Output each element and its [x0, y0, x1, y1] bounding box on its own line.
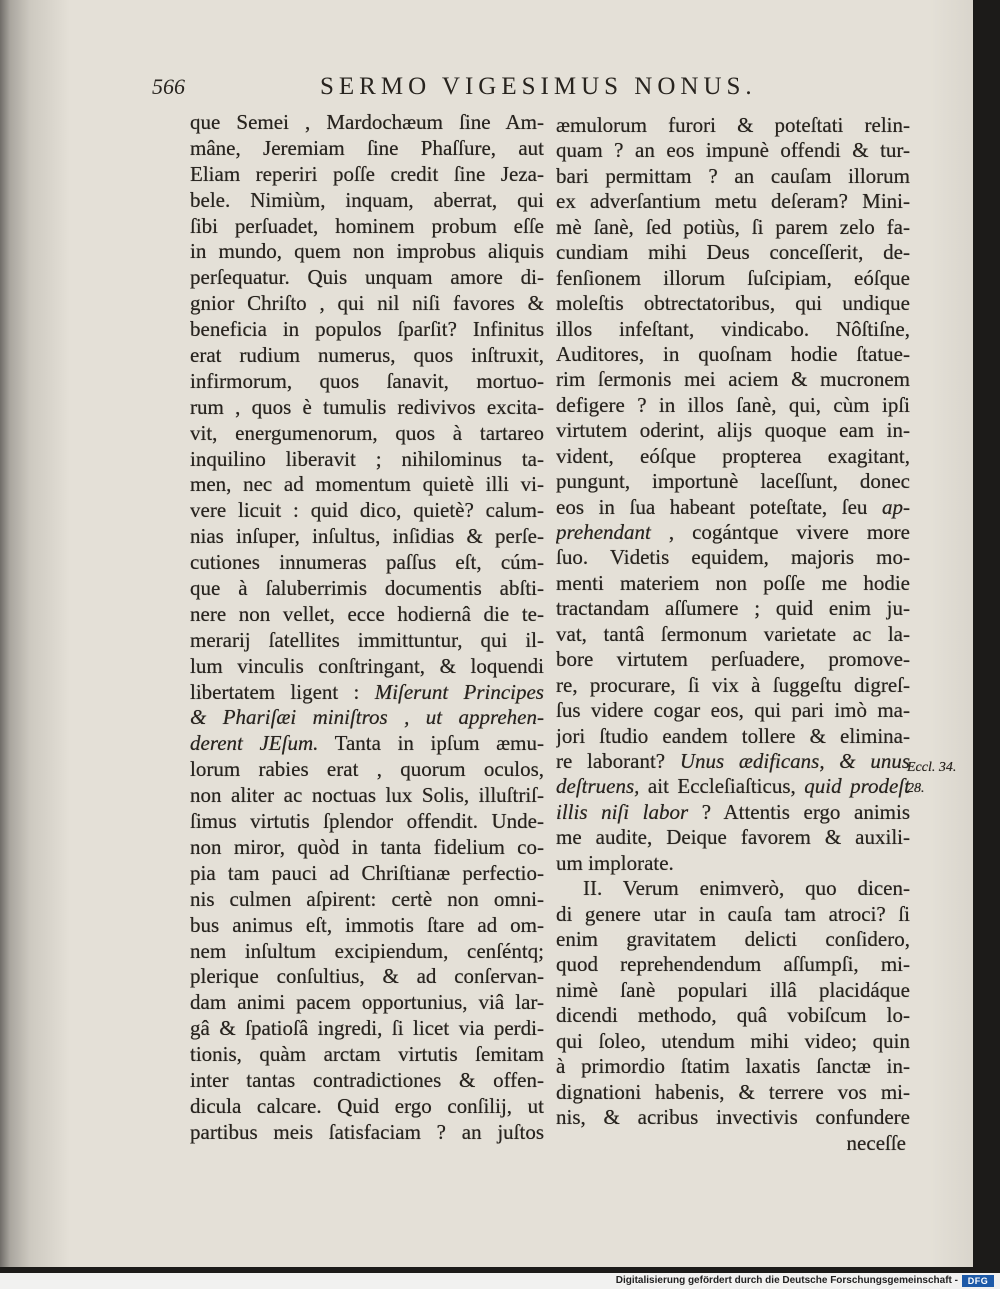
- text-line: partibus meis ſatisfaciam ? an juſtos: [190, 1119, 544, 1144]
- text-line: lum vinculis conſtringant, & loquendi: [190, 653, 544, 678]
- right-text-column: [556, 113, 910, 1131]
- text-line: ſimus virtutis ſplendor offendit. Unde-: [190, 809, 544, 834]
- text-line: [556, 749, 910, 774]
- text-line: vident, eóſque propterea exagitant,: [556, 443, 910, 468]
- roman-text-span: re laborant?: [556, 748, 680, 773]
- text-line: à primordio ſtatim laxatis ſanctæ in-: [556, 1054, 910, 1079]
- text-line: dignationi habenis, & terrere vos mi-: [556, 1079, 910, 1104]
- dfg-logo: DFG: [962, 1275, 994, 1287]
- margin-note-line: 28.: [907, 781, 925, 796]
- text-line: dicula calcare. Quid ergo conſilij, ut: [190, 1093, 544, 1118]
- text-line: vit, energumenorum, quos à tartareo: [190, 420, 544, 445]
- italic-text-span: Unus ædificans, & unus: [679, 748, 910, 773]
- text-line: re, procurare, ſi vix à ſuggeſtu digreſ-: [556, 672, 910, 697]
- text-line: bari permittam ? an cauſam illorum: [556, 163, 910, 188]
- italic-text-span: derent JEſum.: [190, 731, 319, 756]
- text-line: quam ? an eos impunè offendi & tur-: [556, 138, 910, 163]
- text-line: [190, 731, 544, 757]
- roman-text-span: ? Attentis ergo animis: [688, 799, 910, 824]
- text-line: quod reprehendendum aſſumpſi, mi-: [556, 952, 910, 977]
- text-line: infirmorum, quos ſanavit, mortuo-: [190, 368, 544, 393]
- text-line: qui ſoleo, utendum mihi video; quin: [556, 1028, 910, 1053]
- text-line: rum , quos è tumulis redivivos excita-: [190, 394, 544, 419]
- roman-text-span: libertatem ligent :: [190, 679, 375, 704]
- text-line: II. Verum enimverò, quo dicen-: [583, 876, 910, 901]
- text-line: ſibi perſuadet, hominem probum eſſe: [190, 213, 544, 238]
- italic-text-span: illis niſi labor: [556, 799, 689, 824]
- text-line: [556, 520, 910, 545]
- text-line: erat rudium numerus, quos inſtruxit,: [190, 343, 544, 368]
- text-line: illos infeſtant, vindicabo. Nôſtiſne,: [556, 316, 910, 341]
- text-line: fenſionem illorum ſuſcipiam, eóſque: [556, 265, 910, 290]
- digitization-footer: [0, 1273, 1000, 1289]
- text-line: inquilino liberavit ; nihilominus ta-: [190, 446, 544, 471]
- footer-credit-text: Digitalisierung gefördert durch die Deutsche Forschungsgemeinschaft -: [615, 1275, 958, 1286]
- text-line: mâne, Jeremiam ſine Phaſſure, aut: [190, 135, 544, 160]
- italic-text-span: deſtruens,: [556, 774, 640, 799]
- text-line: vat, tantâ ſermonum varietate ac la-: [556, 621, 910, 646]
- text-line: jori ſtudio eandem tollere & elimina-: [556, 723, 910, 748]
- text-line: pungunt, importunè laceſſunt, donec: [556, 469, 910, 494]
- roman-text-span: , cogántque vivere more: [650, 520, 910, 544]
- catchword: neceſſe: [846, 1131, 906, 1155]
- margin-note-line: Eccl. 34.: [907, 760, 957, 775]
- text-line: bus animus eſt, immotis ſtare ad om-: [190, 912, 544, 937]
- running-title: SERMO VIGESIMUS NONUS.: [320, 73, 757, 100]
- roman-text-span: Tanta in ipſum æmu-: [318, 731, 544, 756]
- italic-text-span: & Phariſæi miniſtros , ut apprehen-: [190, 705, 544, 730]
- text-line: [556, 774, 910, 799]
- text-line: merarij ſatellites immittuntur, qui il-: [190, 627, 544, 652]
- text-line: di genere utar in cauſa tam atroci? ſi: [556, 901, 910, 926]
- text-line: ſuo. Videtis equidem, majoris mo-: [556, 545, 910, 570]
- text-line: in mundo, quem non improbus aliquis: [190, 239, 544, 264]
- text-line: perſequatur. Quis unquam amore di-: [190, 265, 544, 290]
- text-line: beneficia in populos ſparſit? Infinitus: [190, 317, 544, 342]
- text-line: tionis, quàm arctam virtutis ſemitam: [190, 1042, 544, 1067]
- text-line: Eliam reperiri poſſe credit ſine Jeza-: [190, 161, 544, 186]
- roman-text-span: eos in ſua habeant poteſtate, ſeu: [556, 494, 882, 519]
- text-line: inter tantas contradictiones & offen-: [190, 1067, 544, 1092]
- text-line: men, nec ad momentum quietè illi vi-: [190, 472, 544, 497]
- text-line: tractandam aſſumere ; quid enim ju-: [556, 596, 910, 621]
- text-line: pia tam pauci ad Chriſtianæ perfectio-: [190, 860, 544, 885]
- italic-text-span: ap-: [882, 494, 910, 519]
- text-line: nem inſultum excipiendum, cenſéntq;: [190, 938, 544, 963]
- text-line: Auditores, in quoſnam hodie ſtatue-: [556, 341, 910, 366]
- text-line: me audite, Deique favorem & auxili-: [556, 825, 910, 850]
- text-line: cutiones innumeras paſſus eſt, cúm-: [190, 550, 544, 575]
- text-line: um implorate.: [556, 850, 674, 875]
- text-line: menti materiem non poſſe me hodie: [556, 570, 910, 595]
- text-line: nere non vellet, ecce hodiernâ die te-: [190, 601, 544, 626]
- text-line: gnior Chriſto , qui nil niſi favores &: [190, 291, 544, 316]
- margin-note: [907, 757, 956, 799]
- text-line: æmulorum furori & poteſtati relin-: [556, 113, 910, 137]
- text-line: non miror, quòd in tanta fidelium co-: [190, 834, 544, 859]
- page-number: 566: [152, 74, 185, 99]
- text-line: [556, 495, 910, 520]
- text-line: nimè ſanè populari illâ placidáque: [556, 977, 910, 1002]
- text-line: ex adverſantium metu deſeram? Mini-: [556, 189, 910, 214]
- roman-text-span: ait Eccleſiaſticus,: [639, 774, 805, 799]
- text-line: defigere ? in illos ſanè, qui, cùm ipſi: [556, 392, 910, 417]
- italic-text-span: quid prodeſt: [804, 774, 910, 799]
- text-line: que à ſaluberrimis documentis abſti-: [190, 576, 544, 601]
- text-line: gâ & ſpatioſâ ingredi, ſi licet via perdi-: [190, 1016, 544, 1041]
- text-line: lorum rabies erat , quorum oculos,: [190, 757, 544, 782]
- text-line: moleſtis obtrectatoribus, qui undique: [556, 291, 910, 316]
- text-line: non aliter ac noctuas lux Solis, illuſtriſ-: [190, 783, 544, 808]
- text-line: [190, 680, 544, 706]
- text-line: bore virtutem perſuadere, promove-: [556, 647, 910, 672]
- text-line: cundiam mihi Deus conceſſerit, de-: [556, 240, 910, 265]
- text-line: dam animi pacem opportunius, viâ lar-: [190, 990, 544, 1015]
- text-line: vere licuit : quid dico, quietè? calum-: [190, 498, 544, 523]
- italic-text-span: prehendant: [556, 520, 651, 544]
- text-line: [190, 705, 544, 731]
- text-line: plerique conſultius, & ad conſervan-: [190, 964, 544, 989]
- text-line: que Semei , Mardochæum ſine Am-: [190, 110, 544, 134]
- text-line: ſus videre cogar eos, qui pari imò ma-: [556, 698, 910, 723]
- text-line: nias inſuper, inſultus, inſidias & perſe-: [190, 524, 544, 549]
- text-line: dicendi methodo, quâ vobiſcum lo-: [556, 1003, 910, 1028]
- italic-text-span: Miſerunt Principes: [374, 679, 544, 704]
- text-line: [556, 800, 910, 825]
- left-text-column: [190, 110, 544, 1146]
- text-line: nis culmen aſpirent: certè non omni-: [190, 886, 544, 911]
- text-line: enim gravitatem delicti conſidero,: [556, 927, 910, 951]
- text-line: nis, & acribus invectivis confundere: [556, 1105, 910, 1130]
- text-line: mè ſanè, ſed potiùs, ſi parem zelo fa-: [556, 214, 910, 239]
- text-line: virtutem oderint, alijs quoque eam in-: [556, 418, 910, 443]
- text-line: bele. Nimiùm, inquam, aberrat, qui: [190, 187, 544, 212]
- text-line: rim ſermonis mei aciem & mucronem: [556, 367, 910, 392]
